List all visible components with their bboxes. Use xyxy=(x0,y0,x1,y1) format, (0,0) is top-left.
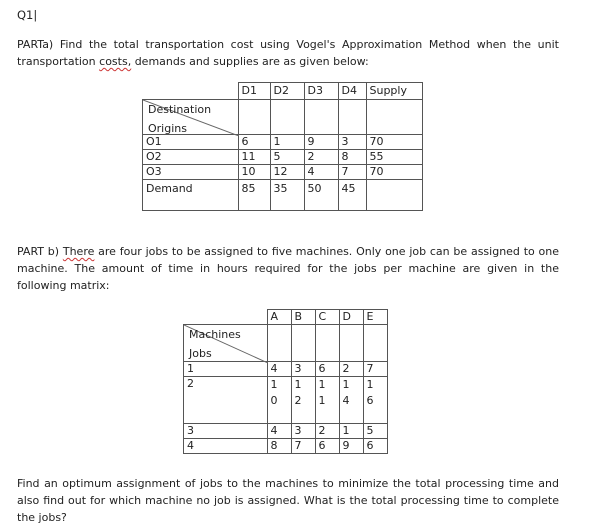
cell: 5 xyxy=(270,150,304,165)
cell: 2 xyxy=(339,362,363,377)
cell: 7 xyxy=(363,362,387,377)
cell: 3 xyxy=(338,135,366,150)
cell: 35 xyxy=(270,180,304,211)
cell: 3 xyxy=(291,362,315,377)
part-b-text: PART b) There are four jobs to be assigned to five machines. Only one job can be assigned to one machine. The amount of time in hours required for the jobs per machine are given in the following matrix: xyxy=(17,245,559,292)
cell: 6 xyxy=(238,135,270,150)
cell: 11 xyxy=(238,150,270,165)
col-header: D4 xyxy=(338,83,366,100)
corner-cell: Machines Jobs xyxy=(184,325,268,362)
cell: 1 1 xyxy=(315,377,339,424)
row-label: 2 xyxy=(184,377,268,424)
col-header: D xyxy=(339,310,363,325)
cell: 6 xyxy=(315,362,339,377)
cell: 1 4 xyxy=(339,377,363,424)
spellcheck-word[interactable]: There xyxy=(62,245,95,258)
cell: 1 xyxy=(270,135,304,150)
cell: 4 xyxy=(304,165,338,180)
cell xyxy=(366,180,422,211)
cell: 4 xyxy=(267,362,291,377)
cell: 70 xyxy=(366,165,422,180)
col-header: D1 xyxy=(238,83,270,100)
row-label: O1 xyxy=(143,135,239,150)
cell: 1 xyxy=(339,424,363,439)
cell: 2 xyxy=(304,150,338,165)
col-header: C xyxy=(315,310,339,325)
corner-cell: Destination Origins xyxy=(143,100,239,135)
col-header: E xyxy=(363,310,387,325)
cell: 8 xyxy=(338,150,366,165)
row-label: O3 xyxy=(143,165,239,180)
cell: 5 xyxy=(363,424,387,439)
cell: 70 xyxy=(366,135,422,150)
cell: 7 xyxy=(338,165,366,180)
text-cursor: | xyxy=(33,8,38,22)
cell: 6 xyxy=(315,439,339,454)
col-header: D3 xyxy=(304,83,338,100)
cell: 85 xyxy=(238,180,270,211)
row-label: 4 xyxy=(184,439,268,454)
col-header: A xyxy=(267,310,291,325)
assignment-table xyxy=(183,309,388,454)
cell: 1 0 xyxy=(267,377,291,424)
cell: 2 xyxy=(315,424,339,439)
cell: 10 xyxy=(238,165,270,180)
cell: 50 xyxy=(304,180,338,211)
cell: 3 xyxy=(291,424,315,439)
row-label: O2 xyxy=(143,150,239,165)
cell: 7 xyxy=(291,439,315,454)
col-header: D2 xyxy=(270,83,304,100)
question-label: Q1| xyxy=(17,8,38,22)
row-label: 3 xyxy=(184,424,268,439)
col-header: Supply xyxy=(366,83,422,100)
row-label: Demand xyxy=(143,180,239,211)
transportation-table xyxy=(142,82,423,211)
cell: 8 xyxy=(267,439,291,454)
cell: 4 xyxy=(267,424,291,439)
cell: 12 xyxy=(270,165,304,180)
closing-text: Find an optimum assignment of jobs to the machines to minimize the total processing time and also find out for which machine no job is assigned. What is the total processing time to complete the jobs? xyxy=(17,477,559,524)
cell: 1 6 xyxy=(363,377,387,424)
spellcheck-word[interactable]: costs, xyxy=(99,55,132,68)
col-header: B xyxy=(291,310,315,325)
cell: 1 2 xyxy=(291,377,315,424)
part-a-text: PARTa) Find the total transportation cost using Vogel's Approximation Method when the unit transportation costs, demands and supplies are as given below: xyxy=(17,38,559,68)
cell: 9 xyxy=(339,439,363,454)
cell: 6 xyxy=(363,439,387,454)
cell: 9 xyxy=(304,135,338,150)
cell: 55 xyxy=(366,150,422,165)
cell: 45 xyxy=(338,180,366,211)
row-label: 1 xyxy=(184,362,268,377)
